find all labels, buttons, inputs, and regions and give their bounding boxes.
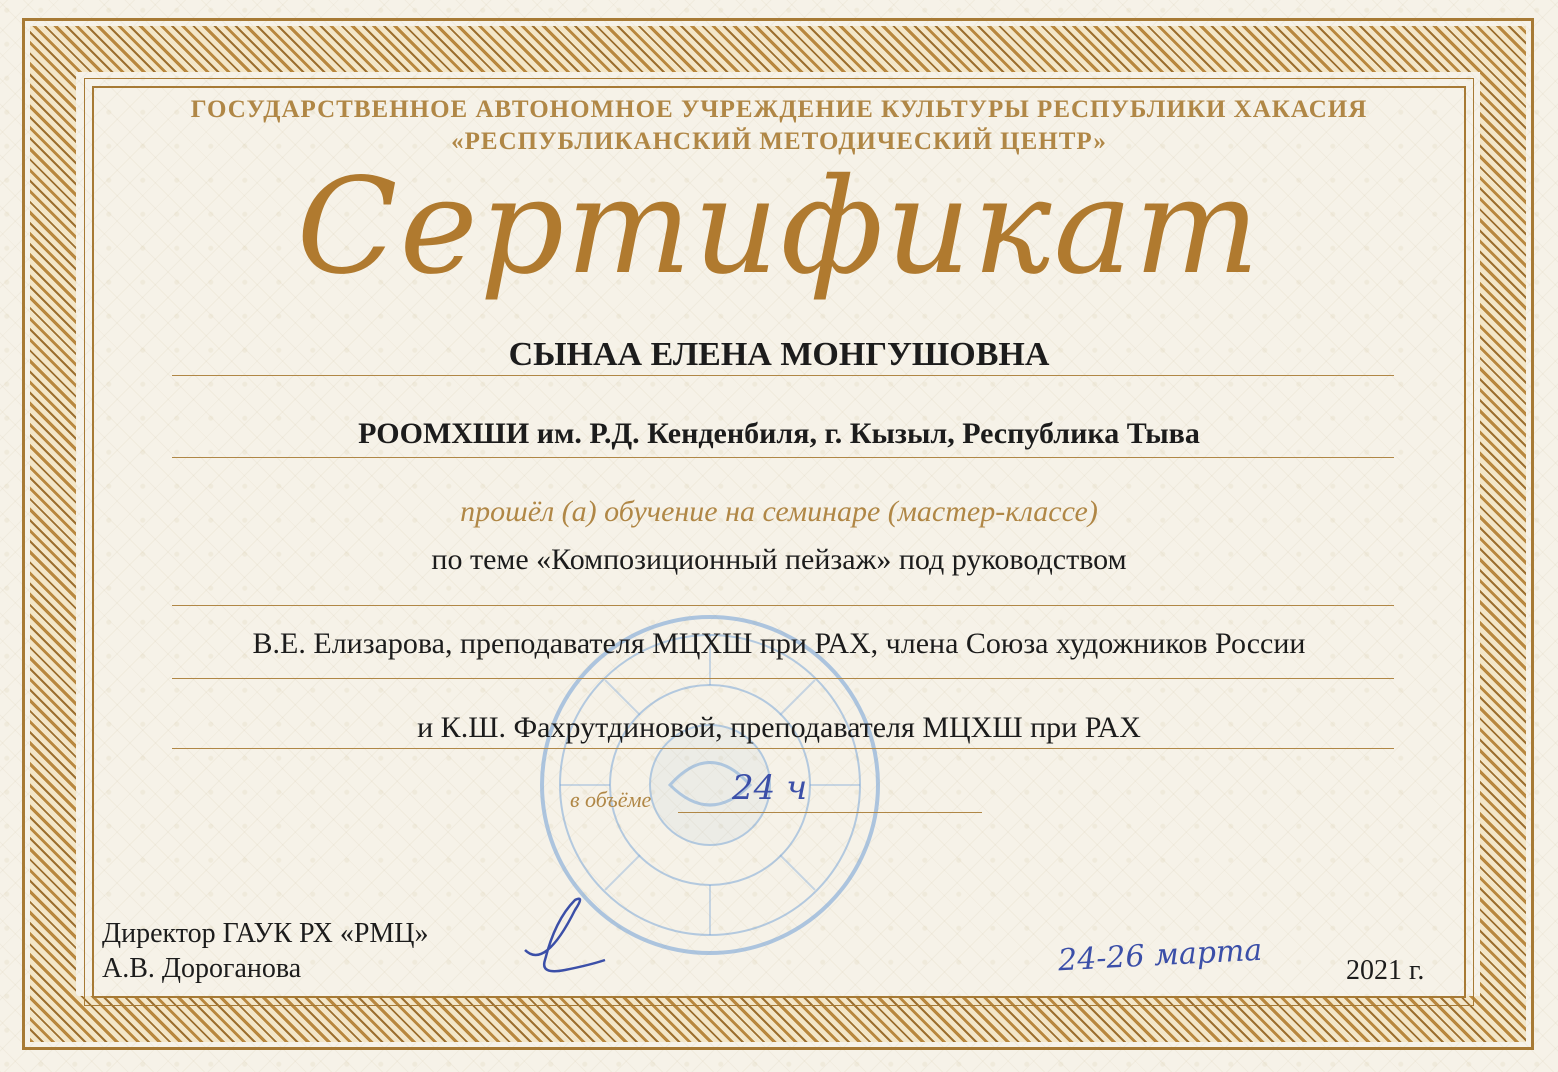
issue-year: 2021 г.: [1346, 955, 1425, 986]
issuer-org-line-1: ГОСУДАРСТВЕННОЕ АВТОНОМНОЕ УЧРЕЖДЕНИЕ КУЛЬТУРЫ РЕСПУБЛИКИ ХАКАСИЯ: [190, 96, 1368, 123]
topic-underline: [172, 605, 1394, 606]
instructor-1-underline: [172, 678, 1394, 679]
recipient-organization: РООМХШИ им. Р.Д. Кенденбиля, г. Кызыл, Республика Тыва: [358, 417, 1200, 450]
organization-underline: [172, 457, 1394, 458]
certificate-title: Сертификат: [296, 150, 1262, 304]
director-name: А.В. Дороганова: [102, 953, 302, 984]
volume-underline: [678, 812, 982, 813]
volume-label: в объёме: [570, 787, 652, 812]
seminar-dates: 24-26 марта: [1057, 932, 1264, 979]
instructor-2-underline: [172, 748, 1394, 749]
completion-statement: прошёл (а) обучение на семинаре (мастер-классе): [460, 495, 1098, 528]
instructor-line-2: и К.Ш. Фахрутдиновой, преподавателя МЦХШ при РАХ: [417, 711, 1141, 744]
director-signature: [505, 890, 625, 980]
seminar-topic: по теме «Композиционный пейзаж» под руководством: [431, 543, 1127, 576]
name-underline: [172, 375, 1394, 376]
volume-value: 24 ч: [732, 768, 808, 808]
director-title: Директор ГАУК РХ «РМЦ»: [102, 918, 429, 949]
instructor-line-1: В.Е. Елизарова, преподавателя МЦХШ при РАХ, члена Союза художников России: [252, 627, 1306, 660]
issuer-org-line-2: «РЕСПУБЛИКАНСКИЙ МЕТОДИЧЕСКИЙ ЦЕНТР»: [451, 128, 1107, 155]
recipient-name: СЫНАА ЕЛЕНА МОНГУШОВНА: [508, 336, 1050, 373]
